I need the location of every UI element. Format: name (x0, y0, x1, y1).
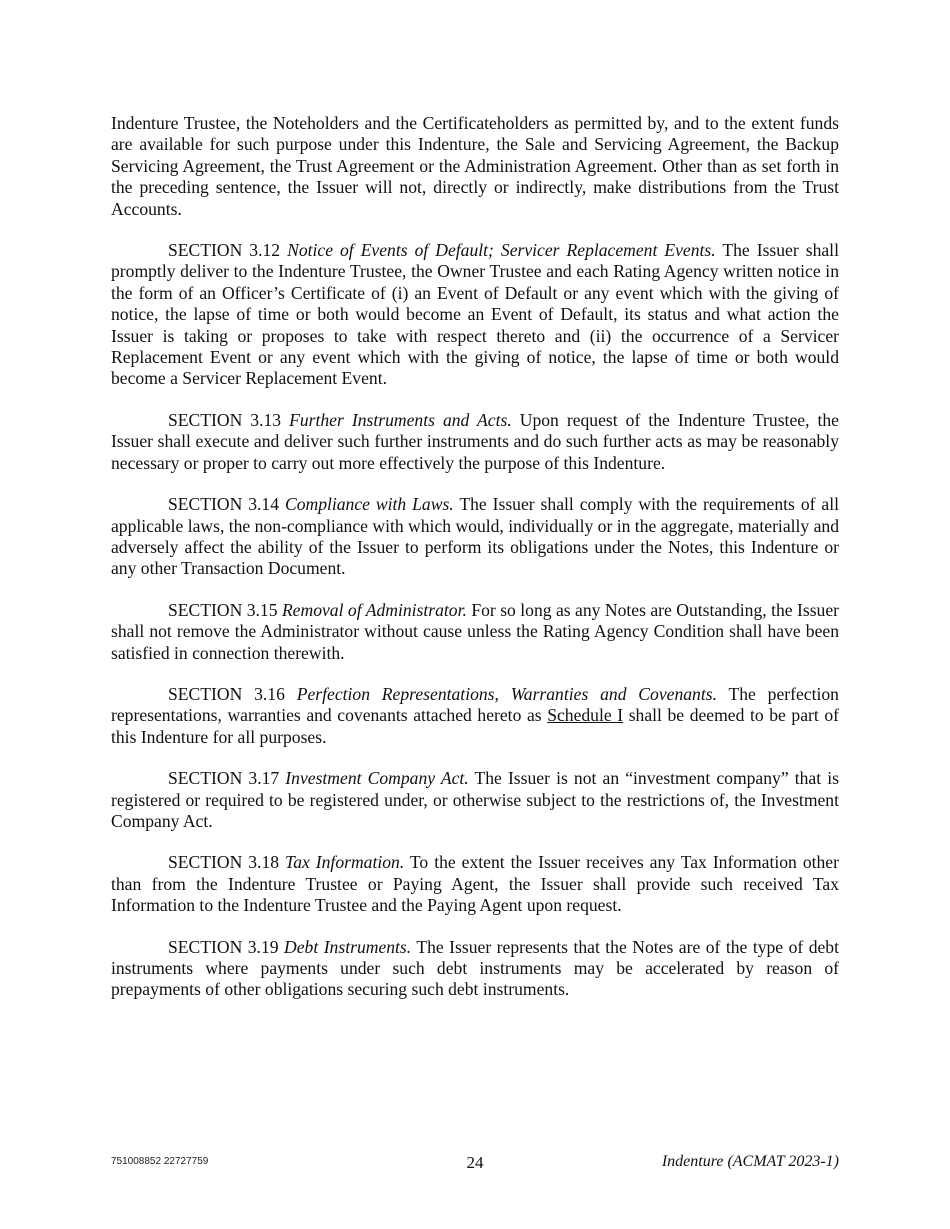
section-text: For so long as any Notes are Outstanding, the Issuer shall not remove the Administrator without cause unless the Rating Agency Condition shall have been satisfied in connection therewith. (111, 599, 839, 663)
section-heading: Further Instruments and Acts. (289, 409, 512, 430)
section-text: To the extent the Issuer receives any Tax Information other than from the Indenture Trustee or Paying Agent, the Issuer shall provide such received Tax Information to the Indenture Trustee and the Paying Agent upon request. (111, 852, 839, 916)
section-3-18 (111, 852, 839, 916)
intro-paragraph: Indenture Trustee, the Noteholders and the Certificateholders as permitted by, and to the extent funds are available for such purpose under this Indenture, the Sale and Servicing Agreement, the Backup Servicing Agreement, the Trust Agreement or the Administration Agreement. Other than as set forth in the preceding sentence, the Issuer will not, directly or indirectly, make distributions from the Trust Accounts. (111, 113, 839, 219)
section-text-after: shall be deemed to be part of this Indenture for all purposes. (111, 705, 840, 747)
document-body (111, 113, 839, 1021)
section-number: SECTION 3.17 (168, 768, 280, 789)
section-text: The Issuer shall comply with the requirements of all applicable laws, the non-compliance with which would, individually or in the aggregate, materially and adversely affect the ability of the Issuer to perform its obligations under the Notes, this Indenture or any other Transaction Document. (111, 494, 839, 579)
section-heading: Compliance with Laws. (284, 494, 454, 515)
section-heading: Notice of Events of Default; Servicer Replacement Events. (287, 240, 716, 261)
section-text-before: The perfection representations, warranties and covenants attached hereto as (111, 683, 839, 726)
section-number: SECTION 3.18 (168, 852, 280, 873)
section-number: SECTION 3.16 (168, 683, 285, 704)
section-text: The Issuer represents that the Notes are of the type of debt instruments where payments under such debt instruments may be accelerated by reason of prepayments of other obligations securing such debt instruments. (111, 936, 839, 1000)
section-number: SECTION 3.13 (168, 409, 282, 430)
section-text: Upon request of the Indenture Trustee, the Issuer shall execute and deliver such further instruments and do such further acts as may be reasonably necessary or proper to carry out more effectively the purpose of this Indenture. (111, 409, 839, 473)
section-number: SECTION 3.12 (168, 240, 281, 261)
section-3-12 (111, 240, 839, 390)
schedule-i-reference: Schedule I (547, 705, 624, 726)
section-number: SECTION 3.15 (168, 599, 278, 620)
section-heading: Removal of Administrator. (281, 599, 467, 620)
section-heading: Debt Instruments. (284, 936, 412, 957)
section-number: SECTION 3.14 (168, 494, 280, 515)
section-heading: Perfection Representations, Warranties and Covenants. (296, 683, 717, 704)
section-3-16 (111, 684, 839, 748)
section-heading: Tax Information. (285, 852, 405, 873)
section-3-19 (111, 937, 839, 1001)
section-3-15 (111, 600, 839, 664)
footer-page-number: 24 (466, 1153, 484, 1172)
section-text: The Issuer is not an “investment company” that is registered or required to be registered under, or otherwise subject to the restrictions of, the Investment Company Act. (111, 768, 839, 831)
section-3-17 (111, 768, 839, 832)
footer-document-id: 751008852 22727759 (111, 1156, 209, 1167)
section-heading: Investment Company Act. (285, 768, 469, 789)
section-3-13 (111, 410, 839, 474)
section-text: The Issuer shall promptly deliver to the Indenture Trustee, the Owner Trustee and each Rating Agency written notice in the form of an Officer’s Certificate of (i) an Event of Default or any event which with the giving of notice, the lapse of time or both would become an Event of Default, its status and what action the Issuer is taking or proposes to take with respect thereto and (ii) the occurrence of a Servicer Replacement Event or any event which with the giving of notice, the lapse of time or both would become a Servicer Replacement Event. (111, 240, 839, 389)
footer-document-title: Indenture (ACMAT 2023-1) (661, 1153, 839, 1170)
section-number: SECTION 3.19 (168, 936, 279, 957)
section-3-14 (111, 494, 839, 580)
